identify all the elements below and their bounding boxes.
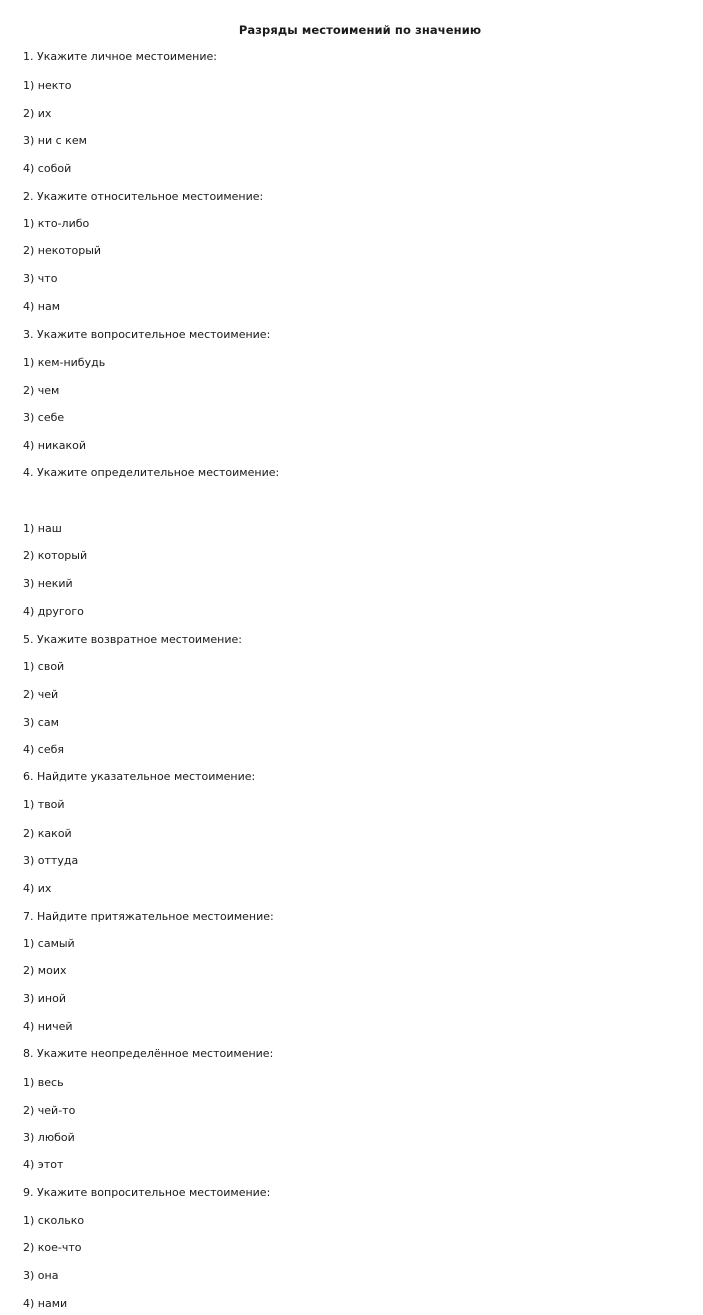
question-9-option-1: 1) сколько [23,1214,85,1227]
question-2-prompt: 2. Укажите относительное местоимение: [23,190,264,203]
question-7-option-4: 4) ничей [23,1020,73,1033]
question-8-option-1: 1) весь [23,1076,64,1089]
question-1-option-3: 3) ни с кем [23,134,87,147]
question-5-option-2: 2) чей [23,688,59,701]
question-3-option-3: 3) себе [23,411,65,424]
question-9-option-4: 4) нами [23,1297,68,1310]
question-1-option-1: 1) некто [23,79,72,92]
question-6-option-4: 4) их [23,882,52,895]
question-5-option-1: 1) свой [23,660,65,673]
question-3-option-2: 2) чем [23,384,60,397]
question-2-option-4: 4) нам [23,300,61,313]
question-9-option-2: 2) кое-что [23,1241,82,1254]
question-8-prompt: 8. Укажите неопределённое местоимение: [23,1047,274,1060]
question-8-option-2: 2) чей-то [23,1104,76,1117]
question-1-option-2: 2) их [23,107,52,120]
question-2-option-3: 3) что [23,272,58,285]
question-2-option-2: 2) некоторый [23,244,102,257]
question-7-option-2: 2) моих [23,964,67,977]
question-4-option-2: 2) который [23,549,88,562]
question-5-option-4: 4) себя [23,743,65,756]
question-9-prompt: 9. Укажите вопросительное местоимение: [23,1186,271,1199]
question-3-option-1: 1) кем-нибудь [23,356,106,369]
question-6-option-1: 1) твой [23,798,65,811]
question-5-prompt: 5. Укажите возвратное местоимение: [23,633,242,646]
question-4-prompt: 4. Укажите определительное местоимение: [23,466,280,479]
question-7-prompt: 7. Найдите притяжательное местоимение: [23,910,274,923]
question-3-option-4: 4) никакой [23,439,87,452]
question-4-option-1: 1) наш [23,522,62,535]
question-6-option-3: 3) оттуда [23,854,79,867]
question-4-option-3: 3) некий [23,577,73,590]
question-4-option-4: 4) другого [23,605,84,618]
question-2-option-1: 1) кто-либо [23,217,90,230]
question-6-option-2: 2) какой [23,827,72,840]
question-9-option-3: 3) она [23,1269,59,1282]
question-7-option-3: 3) иной [23,992,67,1005]
question-7-option-1: 1) самый [23,937,75,950]
document-title: Разряды местоимений по значению [238,23,482,37]
question-8-option-3: 3) любой [23,1131,75,1144]
question-1-option-4: 4) собой [23,162,72,175]
question-8-option-4: 4) этот [23,1158,64,1171]
question-6-prompt: 6. Найдите указательное местоимение: [23,770,256,783]
question-3-prompt: 3. Укажите вопросительное местоимение: [23,328,271,341]
question-1-prompt: 1. Укажите личное местоимение: [23,50,217,63]
question-5-option-3: 3) сам [23,716,59,729]
